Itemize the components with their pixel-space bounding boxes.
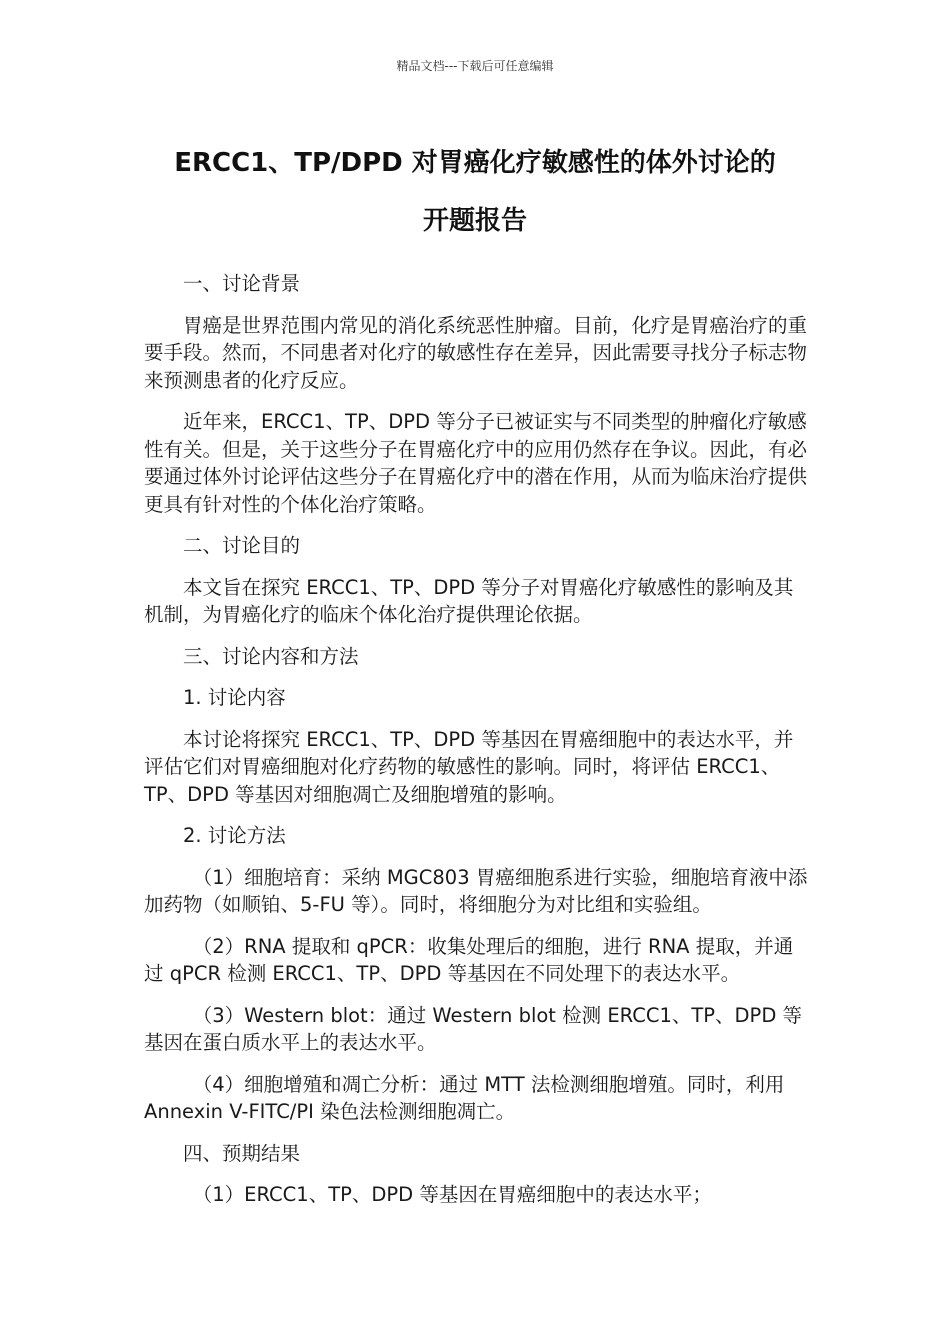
paragraph-background-1: 胃癌是世界范围内常见的消化系统恶性肿瘤。目前，化疗是胃癌治疗的重要手段。然而，不同患者对化疗的敏感性存在差异，因此需要寻找分子标志物来预测患者的化疗反应。 — [144, 313, 808, 392]
paragraph-content: 本讨论将探究 ERCC1、TP、DPD 等基因在胃癌细胞中的表达水平，并评估它们对胃癌细胞对化疗药物的敏感性的影响。同时，将评估 ERCC1、TP、DPD 等基因对细胞凋亡及细胞增殖的影响。 — [144, 727, 794, 806]
section-heading-background: 一、讨论背景 — [183, 272, 301, 295]
header-note: 精品文档---下载后可任意编辑 — [396, 59, 554, 73]
paragraph-purpose: 本文旨在探究 ERCC1、TP、DPD 等分子对胃癌化疗敏感性的影响及其机制，为胃癌化疗的临床个体化治疗提供理论依据。 — [144, 575, 794, 626]
method-item-2: （2）RNA 提取和 qPCR：收集处理后的细胞，进行 RNA 提取，并通过 qPCR 检测 ERCC1、TP、DPD 等基因在不同处理下的表达水平。 — [144, 934, 794, 985]
method-item-3: （3）Western blot：通过 Western blot 检测 ERCC1、TP、DPD 等基因在蛋白质水平上的表达水平。 — [144, 1003, 803, 1054]
subheading-content: 1. 讨论内容 — [183, 686, 286, 709]
paragraph-background-2: 近年来，ERCC1、TP、DPD 等分子已被证实与不同类型的肿瘤化疗敏感性有关。但是，关于这些分子在胃癌化疗中的应用仍然存在争议。因此，有必要通过体外讨论评估这些分子在胃癌化疗中的潜在作用，从而为临床治疗提供更具有针对性的个体化治疗策略。 — [144, 410, 808, 516]
method-item-4: （4）细胞增殖和凋亡分析：通过 MTT 法检测细胞增殖。同时，利用 Annexin V-FITC/PI 染色法检测细胞凋亡。 — [144, 1072, 785, 1123]
document-title — [120, 134, 830, 250]
section-heading-content-methods: 三、讨论内容和方法 — [183, 644, 359, 668]
method-item-1: （1）细胞培育：采纳 MGC803 胃癌细胞系进行实验，细胞培育液中添加药物（如顺铂、5-FU 等）。同时，将细胞分为对比组和实验组。 — [144, 865, 808, 916]
section-heading-purpose: 二、讨论目的 — [183, 534, 301, 557]
subheading-methods: 2. 讨论方法 — [183, 824, 286, 847]
title-line-1: ERCC1、TP/DPD 对胃癌化疗敏感性的体外讨论的 — [174, 148, 776, 178]
result-item-1: （1）ERCC1、TP、DPD 等基因在胃癌细胞中的表达水平； — [192, 1183, 712, 1206]
title-line-2: 开题报告 — [422, 206, 527, 236]
section-heading-expected-results: 四、预期结果 — [183, 1141, 301, 1165]
document-body — [144, 270, 812, 1223]
